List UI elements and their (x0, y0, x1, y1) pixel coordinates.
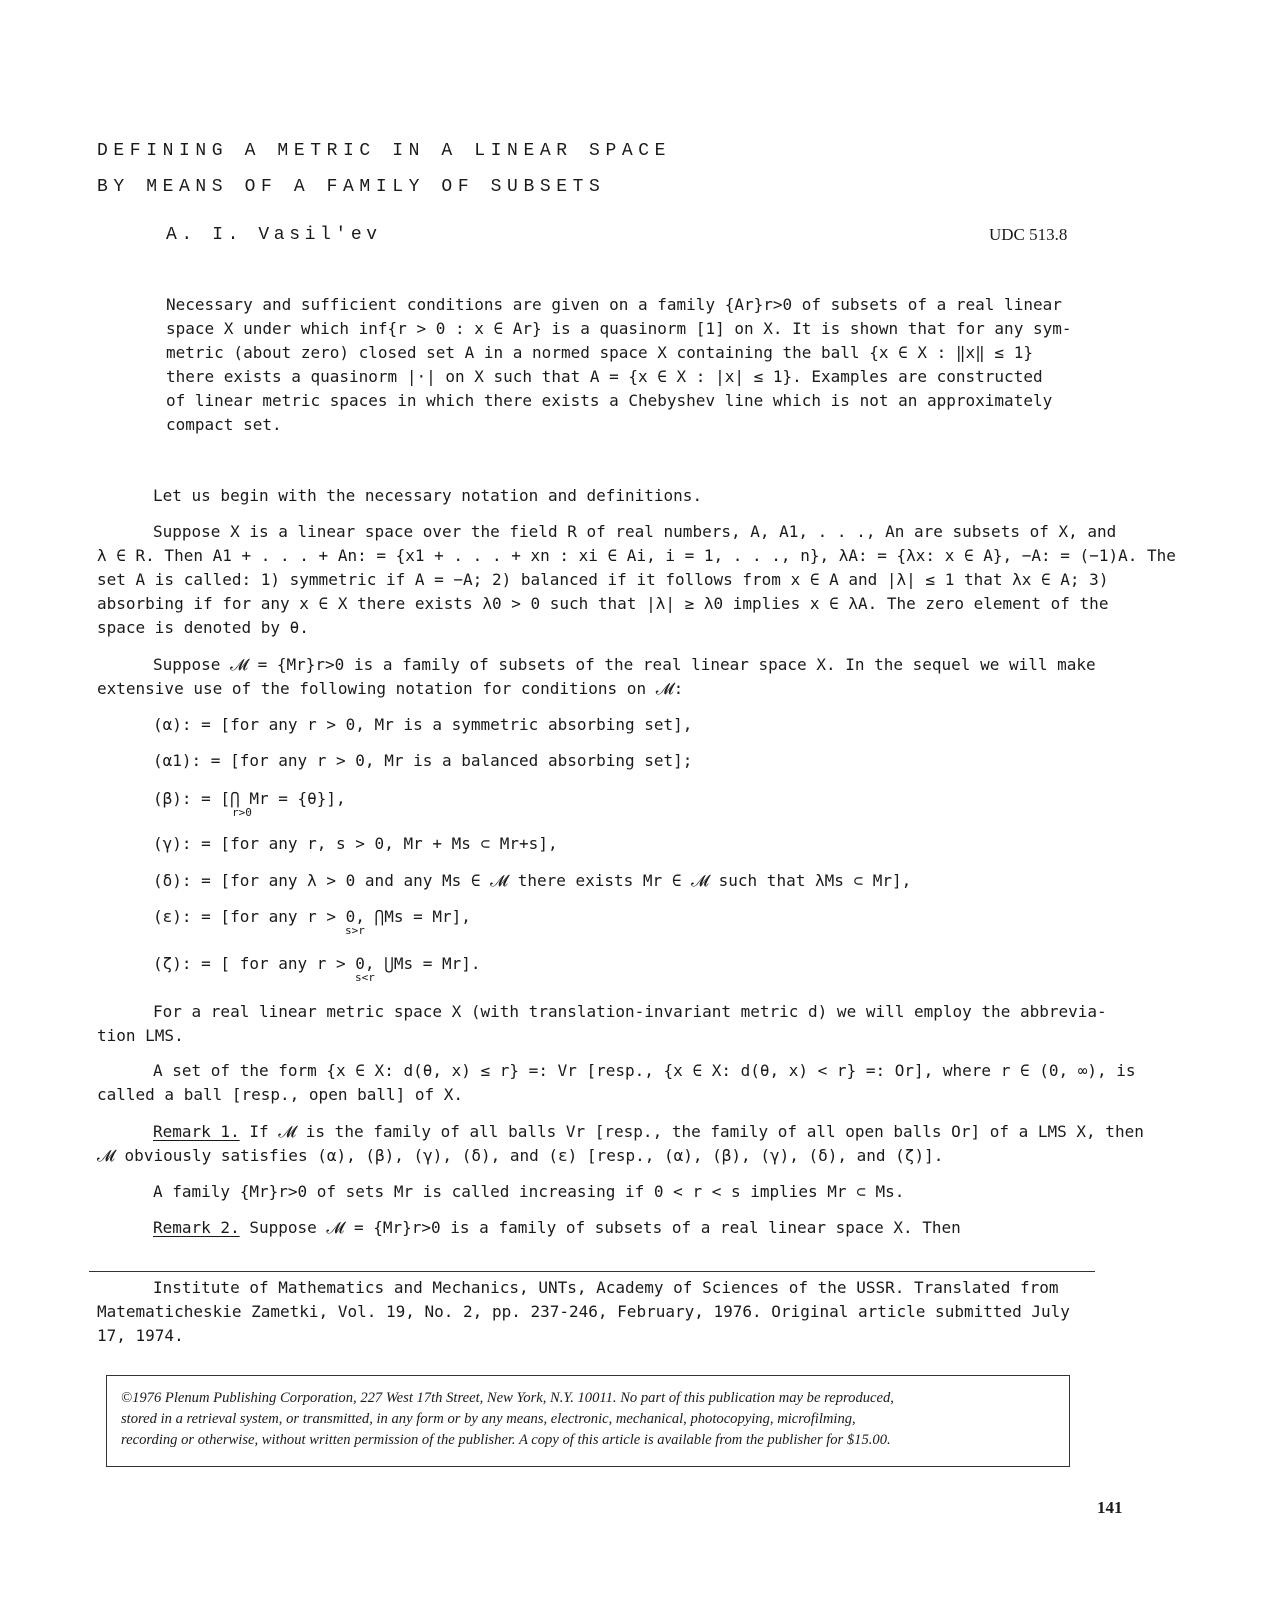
copyright-box (106, 1375, 1070, 1467)
title-line-2: BY MEANS OF A FAMILY OF SUBSETS (97, 177, 606, 197)
remark-line: 𝓜 obviously satisfies (α), (β), (γ), (δ), and (ε) [resp., (α), (β), (γ), (δ), and (ζ)]. (97, 1146, 944, 1165)
abstract-line: space X under which inf{r > 0 : x ∈ Ar} is a quasinorm [1] on X. It is shown that for any sym- (166, 319, 1072, 338)
remark-2-label: Remark 2. (153, 1218, 240, 1237)
remark-2 (153, 1216, 961, 1240)
remark-1-label: Remark 1. (153, 1122, 240, 1141)
paragraph-line: Suppose X is a linear space over the field R of real numbers, A, A1, . . ., An are subsets of X, and (153, 522, 1117, 541)
abstract-line: there exists a quasinorm |·| on X such that A = {x ∈ X : |x| ≤ 1}. Examples are constructed (166, 367, 1043, 386)
copyright-line: ©1976 Plenum Publishing Corporation, 227 West 17th Street, New York, N.Y. 10011. No part of this publication may be reproduced, (121, 1390, 894, 1406)
footnote-line: Matematicheskie Zametki, Vol. 19, No. 2, pp. 237-246, February, 1976. Original article submitted July (97, 1302, 1070, 1321)
condition-epsilon: (ε): = [for any r > 0, ⋂Ms = Mr], (153, 907, 471, 926)
condition-zeta: (ζ): = [ for any r > 0, ⋃Ms = Mr]. (153, 954, 481, 973)
remark-text: Suppose 𝓜 = {Mr}r>0 is a family of subsets of a real linear space X. Then (239, 1218, 961, 1237)
footnote-line: 17, 1974. (97, 1326, 184, 1345)
title-line-1: DEFINING A METRIC IN A LINEAR SPACE (97, 141, 672, 161)
paragraph-line: absorbing if for any x ∈ X there exists λ0 > 0 such that |λ| ≥ λ0 implies x ∈ λA. The zero element of the (97, 594, 1109, 613)
abstract-line: of linear metric spaces in which there exists a Chebyshev line which is not an approximately (166, 391, 1053, 410)
condition-subscript: r>0 (232, 806, 252, 819)
paragraph-line: set A is called: 1) symmetric if A = −A; 2) balanced if it follows from x ∈ A and |λ| ≤ 1 that λx ∈ A; 3) (97, 570, 1109, 589)
condition-subscript: s>r (345, 924, 365, 937)
remark-text: If 𝓜 is the family of all balls Vr [resp., the family of all open balls Or] of a LMS X, then (239, 1122, 1144, 1141)
paragraph-increasing: A family {Mr}r>0 of sets Mr is called increasing if 0 < r < s implies Mr ⊂ Ms. (153, 1182, 905, 1201)
paragraph-line: A set of the form {x ∈ X: d(θ, x) ≤ r} =: Vr [resp., {x ∈ X: d(θ, x) < r} =: Or], where r ∈ (0, ∞), is (153, 1061, 1136, 1080)
paragraph-line: λ ∈ R. Then A1 + . . . + An: = {x1 + . . . + xn : xi ∈ Ai, i = 1, . . ., n}, λA: = {λx: x ∈ A}, −A: = (−1)A. The (97, 546, 1176, 565)
paragraph-line: called a ball [resp., open ball] of X. (97, 1085, 464, 1104)
copyright-line: stored in a retrieval system, or transmitted, in any form or by any means, electronic, mechanical, photocopying, microfilming, (121, 1411, 856, 1427)
footnote-rule (89, 1271, 1095, 1272)
author: A. I. Vasil'ev (166, 225, 382, 245)
abstract-line: metric (about zero) closed set A in a normed space X containing the ball {x ∈ X : ‖x‖ ≤ 1} (166, 343, 1033, 362)
paragraph-line: Suppose 𝓜 = {Mr}r>0 is a family of subsets of the real linear space X. In the sequel we will make (153, 655, 1096, 674)
condition-gamma: (γ): = [for any r, s > 0, Mr + Ms ⊂ Mr+s], (153, 834, 558, 853)
abstract-line: compact set. (166, 415, 282, 434)
paragraph-line: extensive use of the following notation for conditions on 𝓜: (97, 679, 684, 698)
page-number: 141 (1097, 1498, 1123, 1517)
paragraph-line: space is denoted by θ. (97, 618, 309, 637)
paragraph-line: tion LMS. (97, 1026, 184, 1045)
paragraph-line: For a real linear metric space X (with translation-invariant metric d) we will employ the abbrevia- (153, 1002, 1107, 1021)
footnote-line: Institute of Mathematics and Mechanics, UNTs, Academy of Sciences of the USSR. Translated from (153, 1278, 1059, 1297)
udc-code: UDC 513.8 (989, 225, 1068, 244)
condition-subscript: s<r (355, 971, 375, 984)
remark-line (153, 1120, 1144, 1144)
intro-sentence: Let us begin with the necessary notation and definitions. (153, 486, 703, 505)
condition-alpha1: (α1): = [for any r > 0, Mr is a balanced absorbing set]; (153, 751, 693, 770)
condition-delta: (δ): = [for any λ > 0 and any Ms ∈ 𝓜 there exists Mr ∈ 𝓜 such that λMs ⊂ Mr], (153, 871, 912, 890)
condition-beta: (β): = [⋂ Mr = {θ}], (153, 789, 346, 808)
copyright-line: recording or otherwise, without written permission of the publisher. A copy of this article is available from the publisher for $15.00. (121, 1432, 891, 1448)
abstract-line: Necessary and sufficient conditions are given on a family {Ar}r>0 of subsets of a real linear (166, 295, 1062, 314)
condition-alpha: (α): = [for any r > 0, Mr is a symmetric absorbing set], (153, 715, 693, 734)
